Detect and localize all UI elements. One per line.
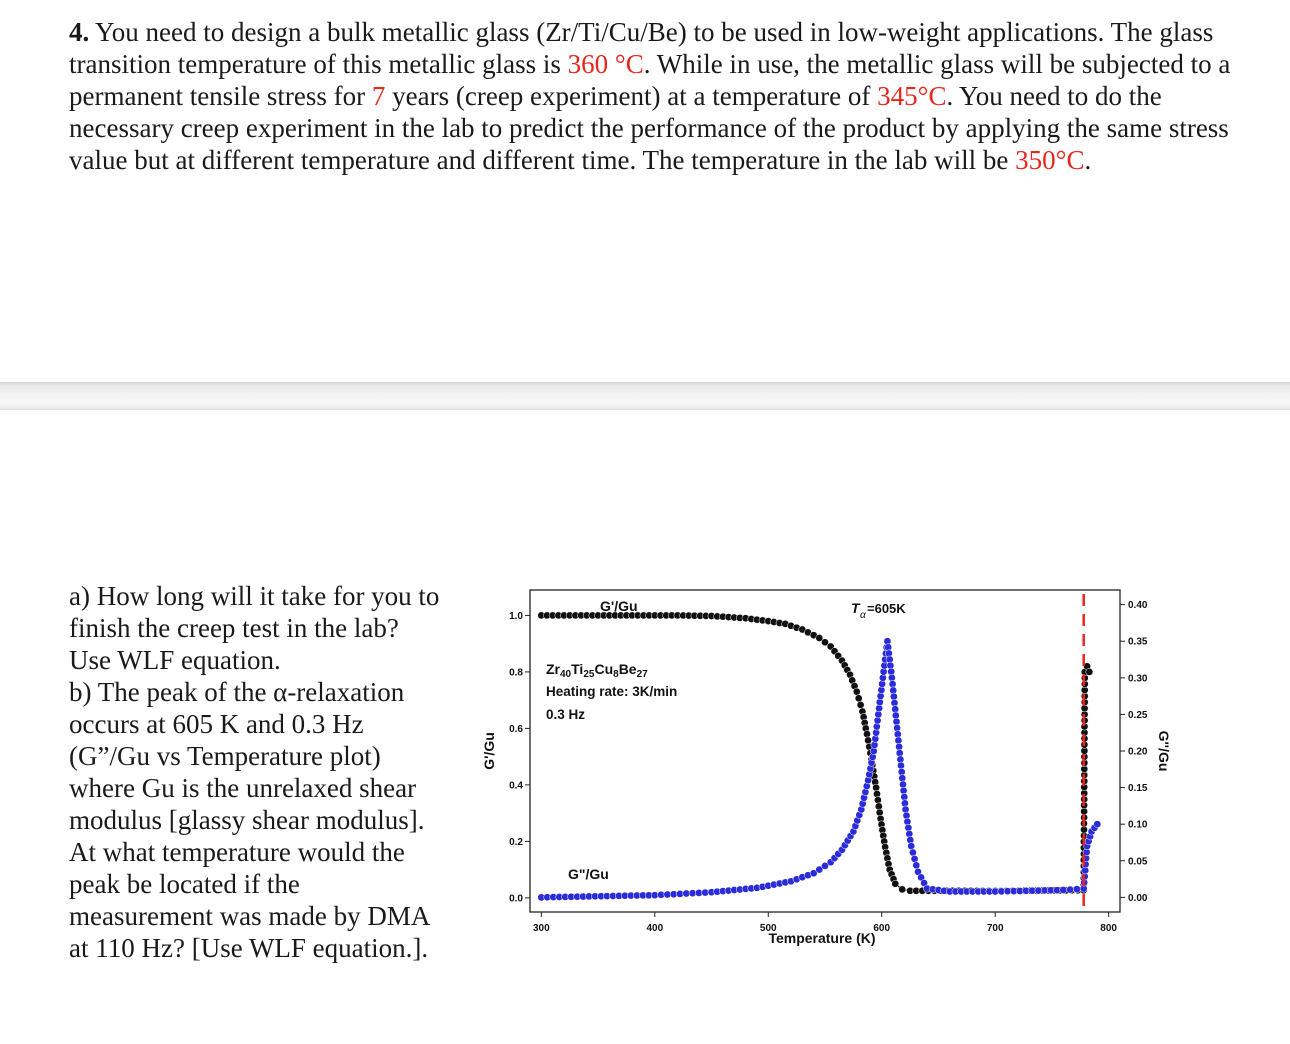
y2-tick-label: 0.35 <box>1128 636 1148 648</box>
question-b-line: where Gu is the unrelaxed shear <box>69 773 417 803</box>
g-prime-point <box>874 797 881 804</box>
y2-tick-label: 0.00 <box>1128 892 1148 904</box>
x-tick-label: 600 <box>873 923 891 934</box>
question-b-line: peak be located if the <box>69 869 300 899</box>
questions-block <box>69 580 469 964</box>
g-prime-point <box>1086 668 1093 675</box>
problem-text-3: years (creep experiment) at a temperature of <box>385 81 878 111</box>
x-tick-label: 400 <box>646 923 664 934</box>
alloy-element: Be <box>618 661 637 677</box>
y2-axis-label: G''/Gu <box>1156 730 1172 772</box>
g-double-prime-point <box>1067 886 1074 893</box>
problem-text-2: . While in use, the metallic glass will be subjected to a permanent tensile stress for <box>69 49 1231 111</box>
g-prime-point <box>857 701 864 708</box>
g-double-prime-point <box>1060 886 1067 893</box>
g-prime-point <box>892 880 899 887</box>
g-prime-point <box>863 731 870 738</box>
question-b-line: (G”/Gu vs Temperature plot) <box>69 741 381 771</box>
alloy-element: Cu <box>594 661 614 677</box>
question-b-line: b) The peak of the α-relaxation <box>69 677 405 707</box>
frequency-label: 0.3 Hz <box>546 707 586 722</box>
question-b-line: at 110 Hz? [Use WLF equation.]. <box>69 933 429 963</box>
g-prime-point <box>899 886 906 893</box>
problem-statement <box>69 16 1249 176</box>
y-tick-label: 0.4 <box>509 780 523 792</box>
g-double-prime-point <box>1073 886 1080 893</box>
alloy-subscript: 8 <box>613 669 619 680</box>
y-tick-label: 0.8 <box>509 667 523 679</box>
y2-tick-label: 0.20 <box>1128 746 1148 758</box>
x-tick-label: 300 <box>533 923 550 934</box>
y2-tick-label: 0.30 <box>1128 673 1148 685</box>
g-double-prime-point <box>1094 821 1101 828</box>
question-a-line: Use WLF equation. <box>69 645 281 675</box>
problem-text-1: You need to design a bulk metallic glass (Zr/Ti/Cu/Be) to be used in low-weight applications. The glass transition temperature of this metallic glass is <box>69 17 1214 79</box>
t-alpha-value: =605K <box>867 601 906 616</box>
x-tick-label: 700 <box>986 923 1004 934</box>
alloy-element: Ti <box>571 661 584 677</box>
alloy-subscript: 25 <box>583 669 595 680</box>
question-b-line: At what temperature would the <box>69 837 405 867</box>
y2-tick-label: 0.10 <box>1128 819 1148 831</box>
g-double-prime-point <box>909 849 916 856</box>
g-double-prime-point <box>913 862 920 869</box>
question-b-line: modulus [glassy shear modulus]. <box>69 805 425 835</box>
lab-temperature: 350°C <box>1015 145 1085 175</box>
heating-rate-label: Heating rate: 3K/min <box>546 684 678 699</box>
question-b-line: measurement was made by DMA <box>69 901 431 931</box>
y-axis-label: G'/Gu <box>481 732 497 770</box>
y2-tick-label: 0.40 <box>1128 600 1148 612</box>
dma-figure <box>476 576 1172 956</box>
x-tick-label: 800 <box>1100 923 1117 934</box>
problem-text-4: . You need to do the necessary creep experiment in the lab to predict the performance of the product by applying the same stress value but at different temperature and different time. The temperature in the lab will be <box>69 81 1229 175</box>
alloy-subscript: 40 <box>560 669 572 680</box>
y2-tick-label: 0.25 <box>1128 709 1148 721</box>
alloy-element: Zr <box>546 661 560 677</box>
g-prime-label: G'/Gu <box>600 598 638 614</box>
g-double-prime-label: G"/Gu <box>568 866 609 882</box>
use-temperature: 345°C <box>877 81 947 111</box>
g-prime-point <box>865 737 872 744</box>
x-tick-label: 500 <box>759 923 777 934</box>
g-prime-point <box>855 695 862 702</box>
section-divider <box>0 382 1290 410</box>
x-axis-label: Temperature (K) <box>768 930 876 946</box>
y2-tick-label: 0.15 <box>1128 783 1148 795</box>
y-tick-label: 0.2 <box>509 836 523 848</box>
problem-number: 4. <box>69 17 90 47</box>
g-prime-point <box>853 688 860 695</box>
y-tick-label: 0.6 <box>509 723 523 735</box>
t-alpha-symbol: T <box>851 600 860 616</box>
t-alpha-subscript: α <box>860 610 866 621</box>
dma-chart <box>476 576 1172 956</box>
y2-tick-label: 0.05 <box>1128 856 1148 868</box>
question-a-line: finish the creep test in the lab? <box>69 613 399 643</box>
question-a-line: a) How long will it take for you to <box>69 581 440 611</box>
tg-value: 360 °C <box>567 49 644 79</box>
years-value: 7 <box>371 81 386 111</box>
alloy-subscript: 27 <box>636 669 648 680</box>
problem-text-5: . <box>1084 145 1092 175</box>
question-b-line: occurs at 605 K and 0.3 Hz <box>69 709 364 739</box>
y-tick-label: 1.0 <box>509 610 523 622</box>
g-double-prime-point <box>908 843 915 850</box>
y-tick-label: 0.0 <box>509 893 523 905</box>
g-double-prime-point <box>911 855 918 862</box>
